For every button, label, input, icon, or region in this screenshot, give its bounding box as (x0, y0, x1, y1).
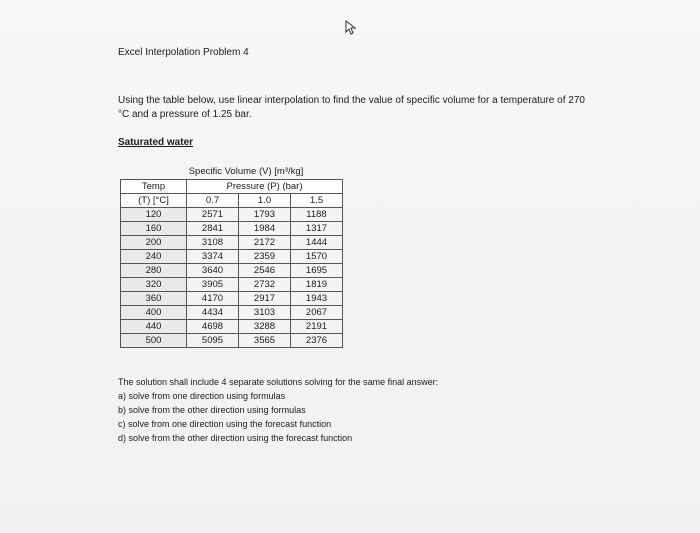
volume-cell: 2172 (239, 236, 291, 250)
volume-cell: 2546 (239, 264, 291, 278)
table-row (121, 250, 343, 264)
volume-cell: 1317 (291, 222, 343, 236)
problem-statement: Using the table below, use linear interpolation to find the value of specific volume for a temperature of 270 °C and a pressure of 1.25 bar. (118, 95, 585, 120)
volume-cell: 3640 (187, 264, 239, 278)
volume-cell: 2917 (239, 292, 291, 306)
volume-cell: 3288 (239, 320, 291, 334)
volume-cell: 1943 (291, 292, 343, 306)
volume-cell: 1188 (291, 208, 343, 222)
table-row (121, 236, 343, 250)
volume-cell: 2067 (291, 306, 343, 320)
table-row (121, 264, 343, 278)
data-table (120, 179, 343, 348)
volume-cell: 3108 (187, 236, 239, 250)
solution-requirements (118, 375, 438, 445)
specific-volume-table (120, 164, 342, 348)
temp-unit: (T) [°C] (121, 194, 187, 208)
temp-cell: 120 (121, 208, 187, 222)
temp-cell: 500 (121, 334, 187, 348)
solution-item: a) solve from one direction using formulas (118, 391, 286, 401)
temp-cell: 160 (121, 222, 187, 236)
table-row (121, 334, 343, 348)
volume-cell: 2191 (291, 320, 343, 334)
table-row (121, 222, 343, 236)
temp-cell: 200 (121, 236, 187, 250)
volume-cell: 2571 (187, 208, 239, 222)
volume-cell: 2376 (291, 334, 343, 348)
volume-cell: 4434 (187, 306, 239, 320)
solution-item: d) solve from the other direction using the forecast function (118, 433, 353, 443)
volume-cell: 4698 (187, 320, 239, 334)
pressure-col-header: 1.5 (291, 194, 343, 208)
table-row (121, 278, 343, 292)
table-row (121, 320, 343, 334)
volume-cell: 1819 (291, 278, 343, 292)
volume-cell: 2359 (239, 250, 291, 264)
table-row (121, 292, 343, 306)
volume-cell: 3565 (239, 334, 291, 348)
pressure-header: Pressure (P) (bar) (187, 180, 343, 194)
volume-cell: 2841 (187, 222, 239, 236)
solution-item: b) solve from the other direction using formulas (118, 405, 306, 415)
solution-intro: The solution shall include 4 separate solutions solving for the same final answer: (118, 377, 439, 387)
volume-cell: 4170 (187, 292, 239, 306)
volume-cell: 3374 (187, 250, 239, 264)
pressure-col-header: 1.0 (239, 194, 291, 208)
temp-cell: 440 (121, 320, 187, 334)
page-title: Excel Interpolation Problem 4 (118, 47, 249, 58)
volume-cell: 2732 (239, 278, 291, 292)
section-heading: Saturated water (118, 137, 194, 148)
table-row (121, 208, 343, 222)
temp-header: Temp (121, 180, 187, 194)
volume-cell: 3103 (239, 306, 291, 320)
temp-cell: 400 (121, 306, 187, 320)
volume-cell: 1984 (239, 222, 291, 236)
temp-cell: 280 (121, 264, 187, 278)
temp-cell: 320 (121, 278, 187, 292)
solution-item: c) solve from one direction using the forecast function (118, 419, 332, 429)
pressure-col-header: 0.7 (187, 194, 239, 208)
mouse-pointer-icon (344, 20, 358, 36)
table-caption: Specific Volume (V) [m³/kg] (188, 166, 304, 177)
volume-cell: 1695 (291, 264, 343, 278)
volume-cell: 3905 (187, 278, 239, 292)
table-row (121, 306, 343, 320)
temp-cell: 360 (121, 292, 187, 306)
temp-cell: 240 (121, 250, 187, 264)
volume-cell: 1793 (239, 208, 291, 222)
volume-cell: 1570 (291, 250, 343, 264)
volume-cell: 1444 (291, 236, 343, 250)
volume-cell: 5095 (187, 334, 239, 348)
